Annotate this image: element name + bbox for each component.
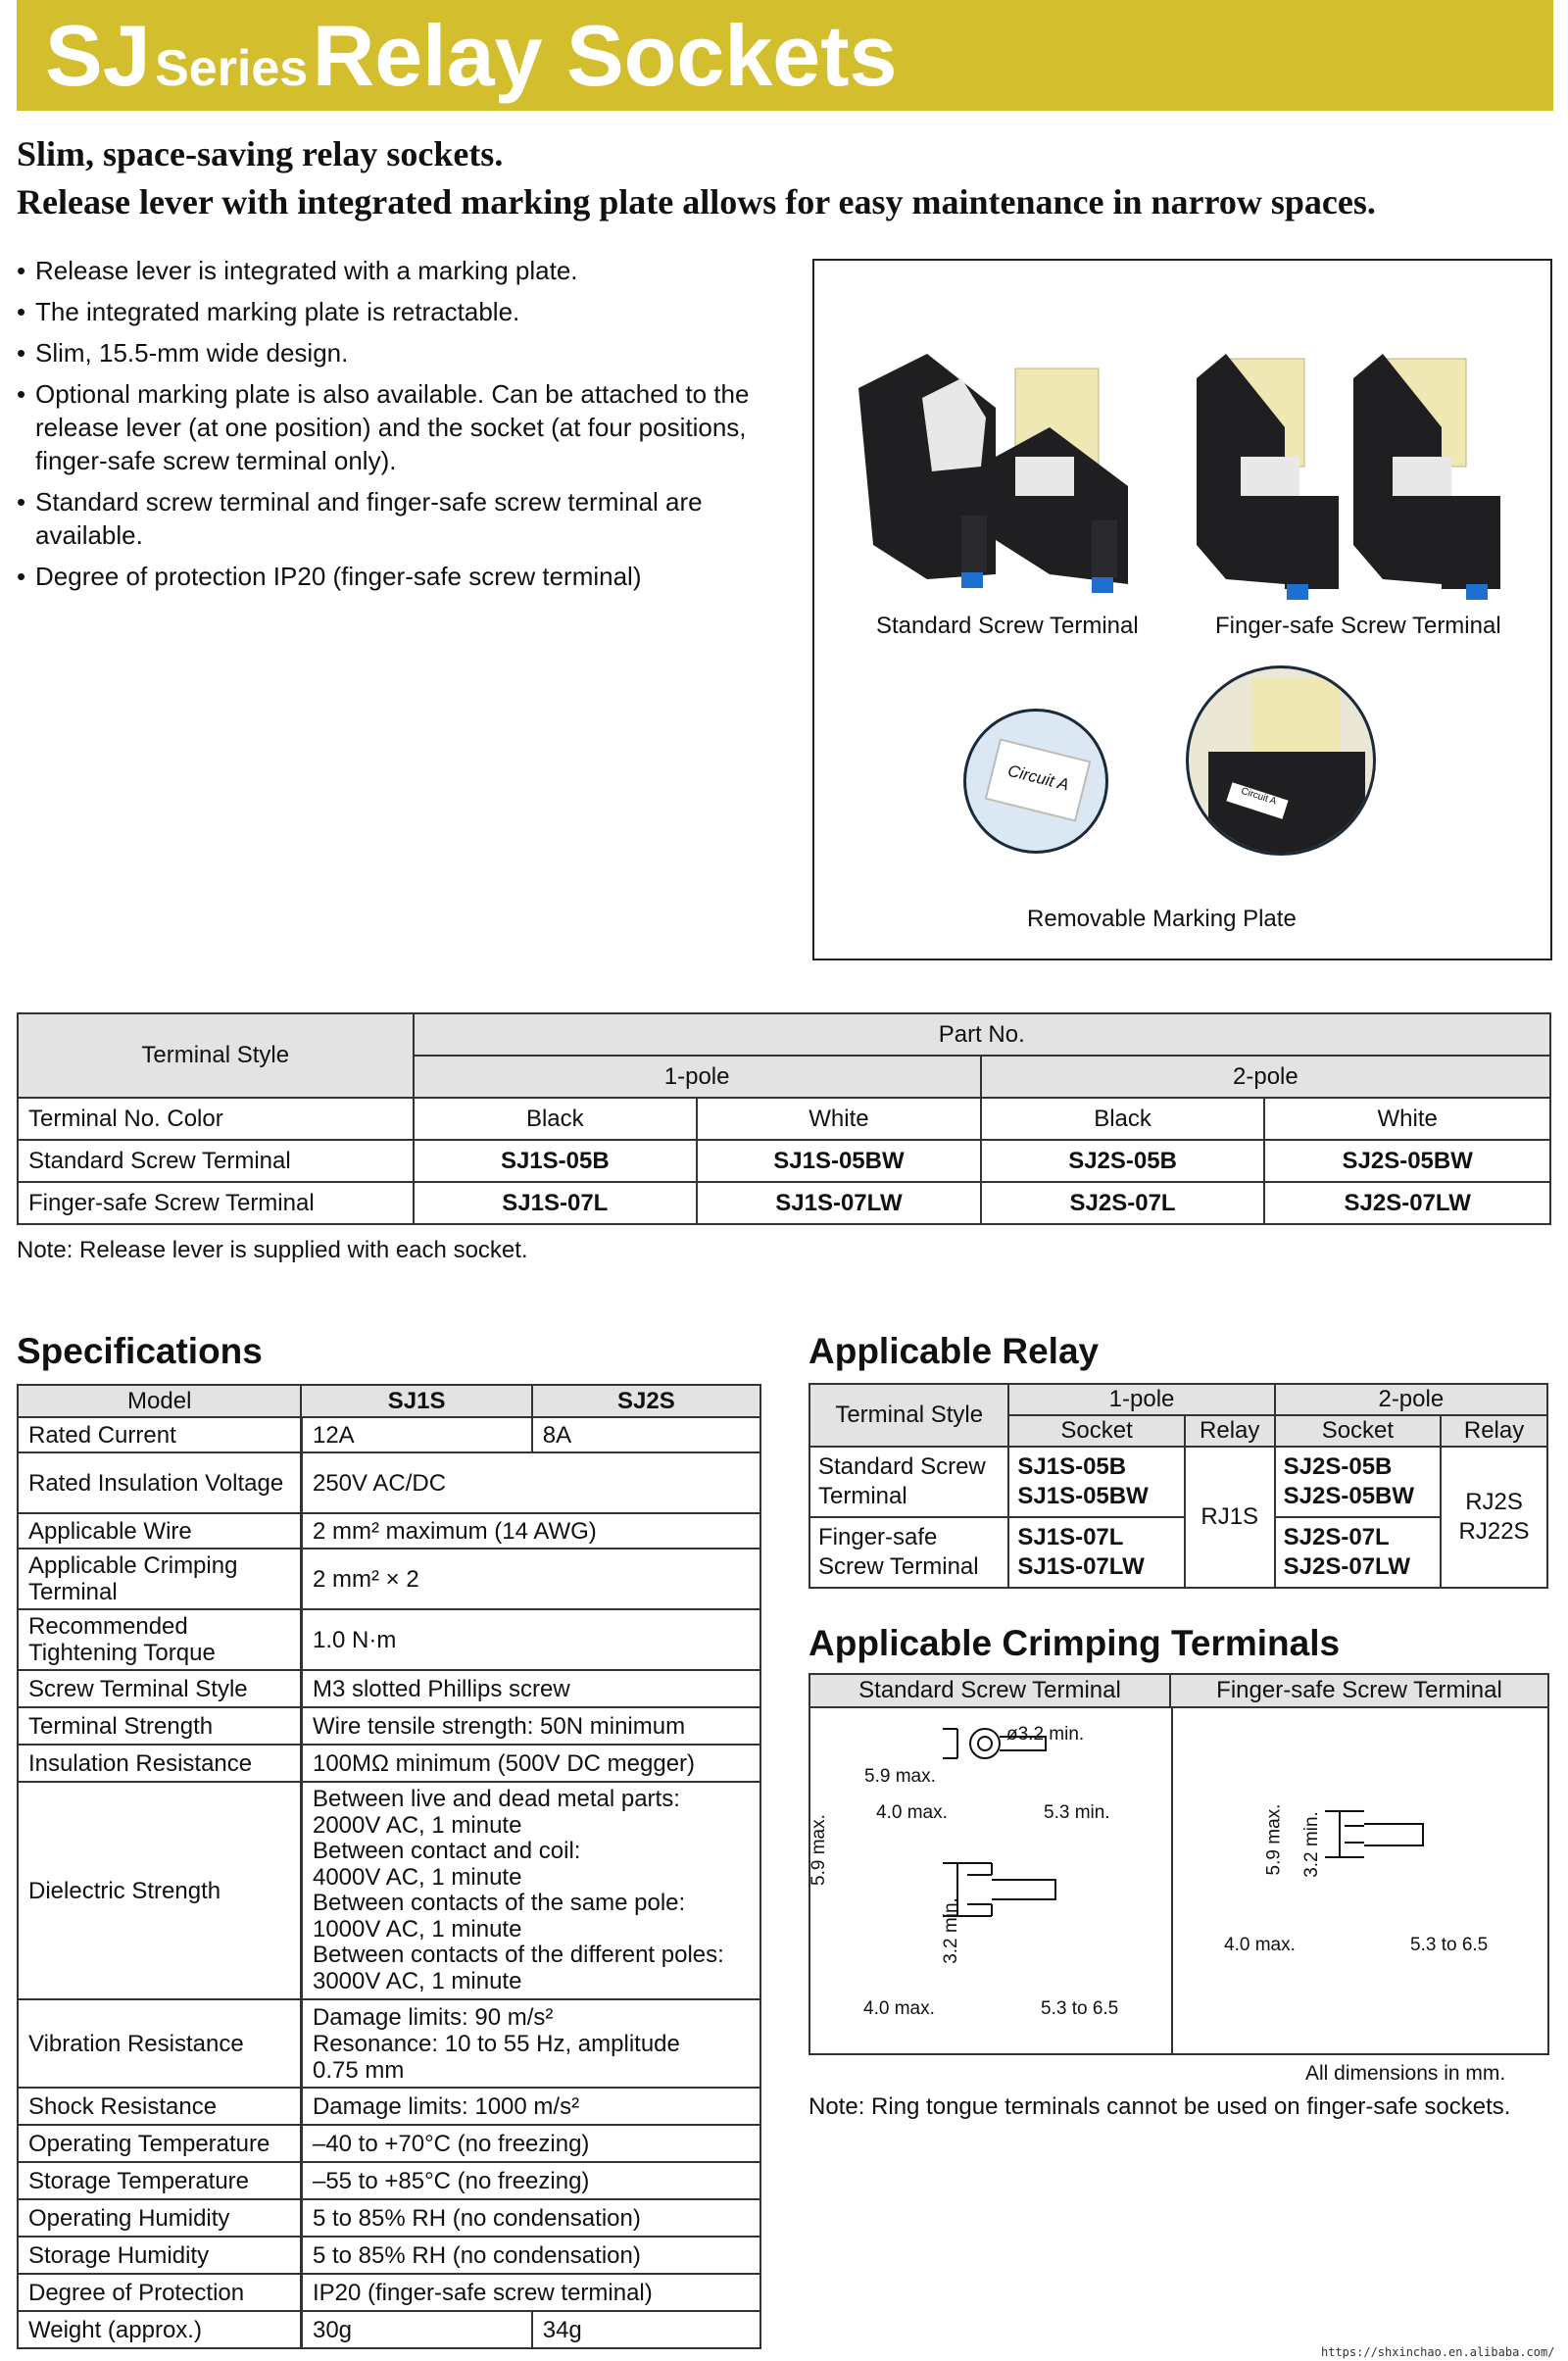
spec-value: Damage limits: 90 m/s² Resonance: 10 to 55 Hz, amplitude 0.75 mm xyxy=(301,1999,760,2088)
relay-socket-header: Socket xyxy=(1275,1415,1441,1447)
crimping-diagram-box xyxy=(808,1673,1549,2055)
crimp-col-fingersafe: Finger-safe Screw Terminal xyxy=(1171,1675,1547,1708)
spec-label: Degree of Protection xyxy=(18,2274,301,2311)
relay-row-label: Standard Screw Terminal xyxy=(809,1447,1008,1517)
pole2-header: 2-pole xyxy=(981,1056,1550,1098)
socket-fingersafe-2 xyxy=(1353,354,1500,600)
marking-plate-zoom xyxy=(963,709,1108,854)
marking-plate-text: Circuit A xyxy=(1005,761,1071,795)
dim-fork-t: 4.0 max. xyxy=(863,1998,935,2019)
dim-ring-t: 4.0 max. xyxy=(876,1802,948,1823)
spec-label: Terminal Strength xyxy=(18,1707,301,1745)
spec-label: Weight (approx.) xyxy=(18,2311,301,2348)
spec-label: Insulation Resistance xyxy=(18,1745,301,1782)
spec-label: Shock Resistance xyxy=(18,2088,301,2125)
spec-label: Storage Humidity xyxy=(18,2237,301,2274)
socket-fingersafe-1 xyxy=(1197,354,1339,600)
row-label: Finger-safe Screw Terminal xyxy=(18,1182,414,1224)
socket-standard-1 xyxy=(858,354,996,588)
spec-value: Between live and dead metal parts: 2000V AC, 1 minute Between contact and coil: 4000V AC, 1 minute Between contacts of the same pole: 1000V AC, 1 minute Between contacts of the different poles: 3000V AC, 1 minute xyxy=(301,1782,760,1999)
spec-value: 30g xyxy=(301,2311,531,2348)
relay-row-label: Finger-safe Screw Terminal xyxy=(809,1517,1008,1588)
spec-label: Rated Insulation Voltage xyxy=(18,1452,301,1513)
parts-note: Note: Release lever is supplied with each socket. xyxy=(17,1237,528,1263)
part-no: SJ2S-07LW xyxy=(1344,1189,1471,1216)
model-sj2s: SJ2S xyxy=(532,1385,760,1417)
part-number-table xyxy=(17,1012,1551,1225)
socket-standard-2 xyxy=(996,369,1128,593)
model-label: Model xyxy=(18,1385,301,1417)
marking-plate-mounted xyxy=(1186,665,1376,856)
fingersafe-terminal-drawing xyxy=(1325,1811,1423,1857)
spec-label: Recommended Tightening Torque xyxy=(18,1609,301,1670)
part-no: SJ1S-07LW xyxy=(775,1189,903,1216)
dim-fork-s: 3.2 min. xyxy=(940,1897,961,1964)
table-row xyxy=(18,1140,1550,1182)
mounted-plate-text: Circuit A xyxy=(1226,782,1288,819)
feature-item: • Release lever is integrated with a marking plate. xyxy=(17,254,771,287)
intro-line-2: Release lever with integrated marking plate allows for easy maintenance in narrow spaces. xyxy=(17,182,1376,221)
title-text: Relay Sockets xyxy=(312,7,898,104)
product-illustration xyxy=(814,261,1550,959)
page-title xyxy=(45,6,897,106)
dim-fs-t: 4.0 max. xyxy=(1224,1935,1296,1955)
relay-socket-1pole: SJ1S-05B SJ1S-05BW xyxy=(1008,1447,1184,1517)
applicable-relay-heading: Applicable Relay xyxy=(808,1331,1100,1371)
part-no: SJ2S-05BW xyxy=(1342,1147,1473,1174)
spec-value: Wire tensile strength: 50N minimum xyxy=(301,1707,760,1745)
model-sj1s: SJ1S xyxy=(301,1385,531,1417)
spec-label: Screw Terminal Style xyxy=(18,1670,301,1707)
spec-value: 8A xyxy=(532,1417,760,1452)
color-label: Terminal No. Color xyxy=(18,1098,414,1140)
dim-fork-l: 5.3 to 6.5 xyxy=(1041,1998,1119,2019)
terminal-style-header: Terminal Style xyxy=(18,1013,414,1098)
dim-fs-w: 5.9 max. xyxy=(1263,1803,1285,1876)
color-cell: White xyxy=(697,1098,981,1140)
crimping-note: Note: Ring tongue terminals cannot be used on finger-safe sockets. xyxy=(808,2093,1511,2120)
relay-2pole: RJ2S RJ22S xyxy=(1441,1447,1547,1588)
relay-socket-1pole: SJ1S-07L SJ1S-07LW xyxy=(1008,1517,1184,1588)
caption-standard: Standard Screw Terminal xyxy=(876,613,1139,639)
footer-url: https://shxinchao.en.alibaba.com/ xyxy=(1321,2345,1555,2359)
spec-value: 34g xyxy=(532,2311,760,2348)
spec-value: IP20 (finger-safe screw terminal) xyxy=(301,2274,760,2311)
caption-fingersafe: Finger-safe Screw Terminal xyxy=(1215,613,1501,639)
spec-value: 5 to 85% RH (no condensation) xyxy=(301,2237,760,2274)
spec-value: M3 slotted Phillips screw xyxy=(301,1670,760,1707)
spec-label: Dielectric Strength xyxy=(18,1782,301,1999)
spec-value: 1.0 N·m xyxy=(301,1609,760,1670)
part-no-header: Part No. xyxy=(414,1013,1551,1056)
relay-socket-2pole: SJ2S-07L SJ2S-07LW xyxy=(1275,1517,1441,1588)
series-code: SJ xyxy=(45,7,151,104)
caption-marking: Removable Marking Plate xyxy=(1027,906,1297,932)
marking-plate xyxy=(985,738,1092,821)
feature-list xyxy=(17,254,771,601)
pole1-header: 1-pole xyxy=(414,1056,981,1098)
relay-socket-2pole: SJ2S-05B SJ2S-05BW xyxy=(1275,1447,1441,1517)
relay-pole1: 1-pole xyxy=(1008,1384,1274,1415)
spec-label: Operating Temperature xyxy=(18,2125,301,2162)
applicable-relay-table xyxy=(808,1383,1548,1589)
intro-line-1: Slim, space-saving relay sockets. xyxy=(17,134,504,173)
relay-relay-header: Relay xyxy=(1185,1415,1275,1447)
spec-label: Rated Current xyxy=(18,1417,301,1452)
spec-label: Operating Humidity xyxy=(18,2199,301,2237)
spec-value: 2 mm² maximum (14 AWG) xyxy=(301,1513,760,1549)
dim-fs-s: 3.2 min. xyxy=(1300,1811,1322,1878)
row-label: Standard Screw Terminal xyxy=(18,1140,414,1182)
specifications-table xyxy=(17,1384,761,2349)
dim-fork-w: 5.9 max. xyxy=(808,1814,829,1886)
spec-label: Storage Temperature xyxy=(18,2162,301,2199)
product-image-box xyxy=(812,259,1552,960)
specifications-heading: Specifications xyxy=(17,1331,263,1371)
dim-ring-l: 5.3 min. xyxy=(1044,1802,1110,1823)
crimping-heading: Applicable Crimping Terminals xyxy=(808,1623,1341,1663)
part-no: SJ1S-07L xyxy=(502,1189,609,1216)
series-word: Series xyxy=(155,40,309,97)
spec-value: 5 to 85% RH (no condensation) xyxy=(301,2199,760,2237)
spec-value: –40 to +70°C (no freezing) xyxy=(301,2125,760,2162)
part-no: SJ2S-05B xyxy=(1068,1147,1177,1174)
spec-value: 250V AC/DC xyxy=(301,1452,760,1513)
relay-relay-header: Relay xyxy=(1441,1415,1547,1447)
color-cell: White xyxy=(1264,1098,1550,1140)
relay-1pole: RJ1S xyxy=(1185,1447,1275,1588)
relay-pole2: 2-pole xyxy=(1275,1384,1547,1415)
crimp-col-standard: Standard Screw Terminal xyxy=(810,1675,1171,1708)
part-no: SJ1S-05B xyxy=(500,1147,610,1174)
dim-ring-d: ø3.2 min. xyxy=(1006,1724,1085,1745)
table-row xyxy=(18,1182,1550,1224)
dimensions-note: All dimensions in mm. xyxy=(1305,2062,1506,2085)
spec-label: Vibration Resistance xyxy=(18,1999,301,2088)
relay-socket-header: Socket xyxy=(1008,1415,1184,1447)
part-no: SJ1S-05BW xyxy=(773,1147,905,1174)
part-no: SJ2S-07L xyxy=(1069,1189,1176,1216)
feature-item: • Slim, 15.5-mm wide design. xyxy=(17,336,771,369)
color-cell: Black xyxy=(981,1098,1265,1140)
dim-ring-w: 5.9 max. xyxy=(864,1766,936,1787)
spec-value: 12A xyxy=(301,1417,531,1452)
spec-value: 100MΩ minimum (500V DC megger) xyxy=(301,1745,760,1782)
spec-label: Applicable Crimping Terminal xyxy=(18,1549,301,1609)
color-cell: Black xyxy=(414,1098,698,1140)
spec-value: Damage limits: 1000 m/s² xyxy=(301,2088,760,2125)
spec-label: Applicable Wire xyxy=(18,1513,301,1549)
feature-item: • Standard screw terminal and finger-safe screw terminal are available. xyxy=(17,485,771,552)
feature-item: • Optional marking plate is also available. Can be attached to the release lever (at one position) and the socket (at four positions, finger-safe screw terminal only). xyxy=(17,377,771,477)
spec-value: 2 mm² × 2 xyxy=(301,1549,760,1609)
feature-item: • Degree of protection IP20 (finger-safe screw terminal) xyxy=(17,560,771,593)
spec-value: –55 to +85°C (no freezing) xyxy=(301,2162,760,2199)
dim-fs-l: 5.3 to 6.5 xyxy=(1410,1935,1489,1955)
relay-terminal-style: Terminal Style xyxy=(809,1384,1008,1447)
feature-item: • The integrated marking plate is retractable. xyxy=(17,295,771,328)
